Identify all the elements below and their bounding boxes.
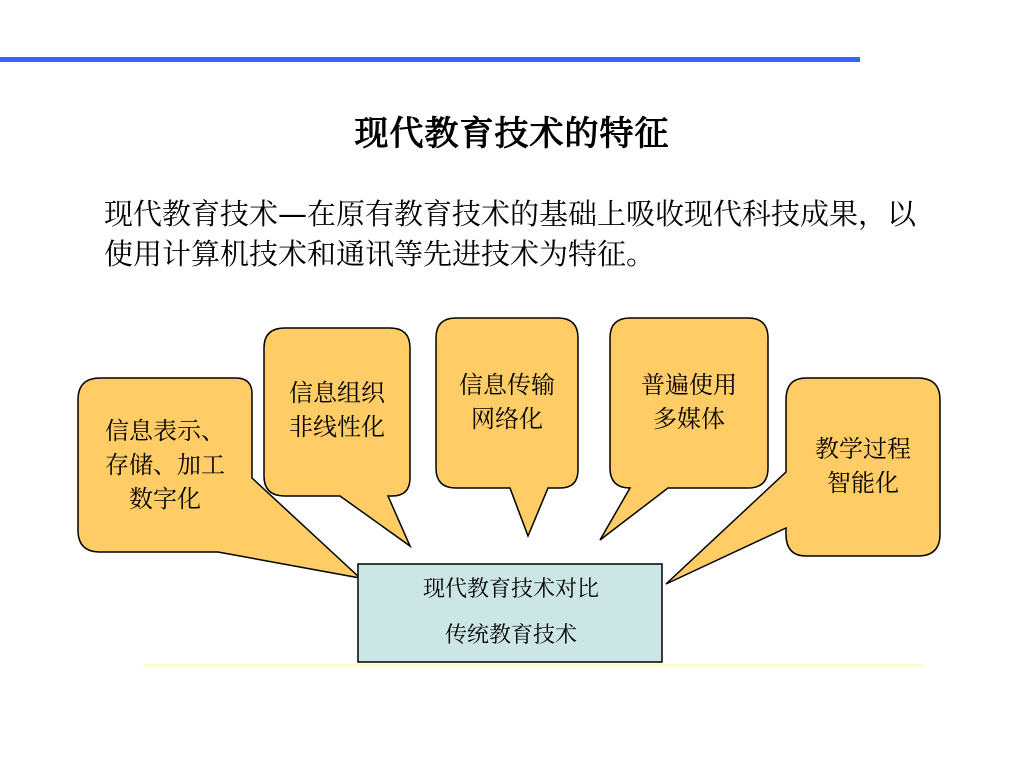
callout-label-multimedia	[610, 368, 768, 436]
slide-title: 现代教育技术的特征	[354, 114, 670, 154]
callout-label-line: 教学过程	[815, 435, 911, 463]
definition-text: 现代教育技术—在原有教育技术的基础上吸收现代科技成果，以使用计算机技术和通讯等先进技术为特征。	[104, 197, 917, 271]
callout-label-line: 普遍使用	[641, 371, 737, 399]
callout-label-line: 智能化	[827, 469, 899, 497]
bottom-accent-rule	[142, 664, 924, 667]
callout-label-network	[436, 368, 578, 436]
center-box-label	[360, 567, 662, 659]
callout-label-line: 非线性化	[289, 413, 385, 441]
callout-label-line: 网络化	[471, 405, 543, 433]
callout-label-digitization	[80, 414, 250, 516]
center-box-line: 现代教育技术对比	[422, 577, 599, 602]
callout-label-line: 存储、加工	[105, 451, 225, 479]
callout-label-line: 信息表示、	[105, 417, 225, 445]
callout-label-line: 数字化	[129, 485, 201, 513]
center-box-line: 传统教育技术	[444, 623, 577, 648]
callout-label-line: 多媒体	[653, 405, 725, 433]
callout-label-nonlinear	[264, 376, 410, 444]
callout-label-line: 信息传输	[459, 371, 555, 399]
callout-label-intelligent	[786, 432, 940, 500]
callout-label-line: 信息组织	[289, 379, 385, 407]
